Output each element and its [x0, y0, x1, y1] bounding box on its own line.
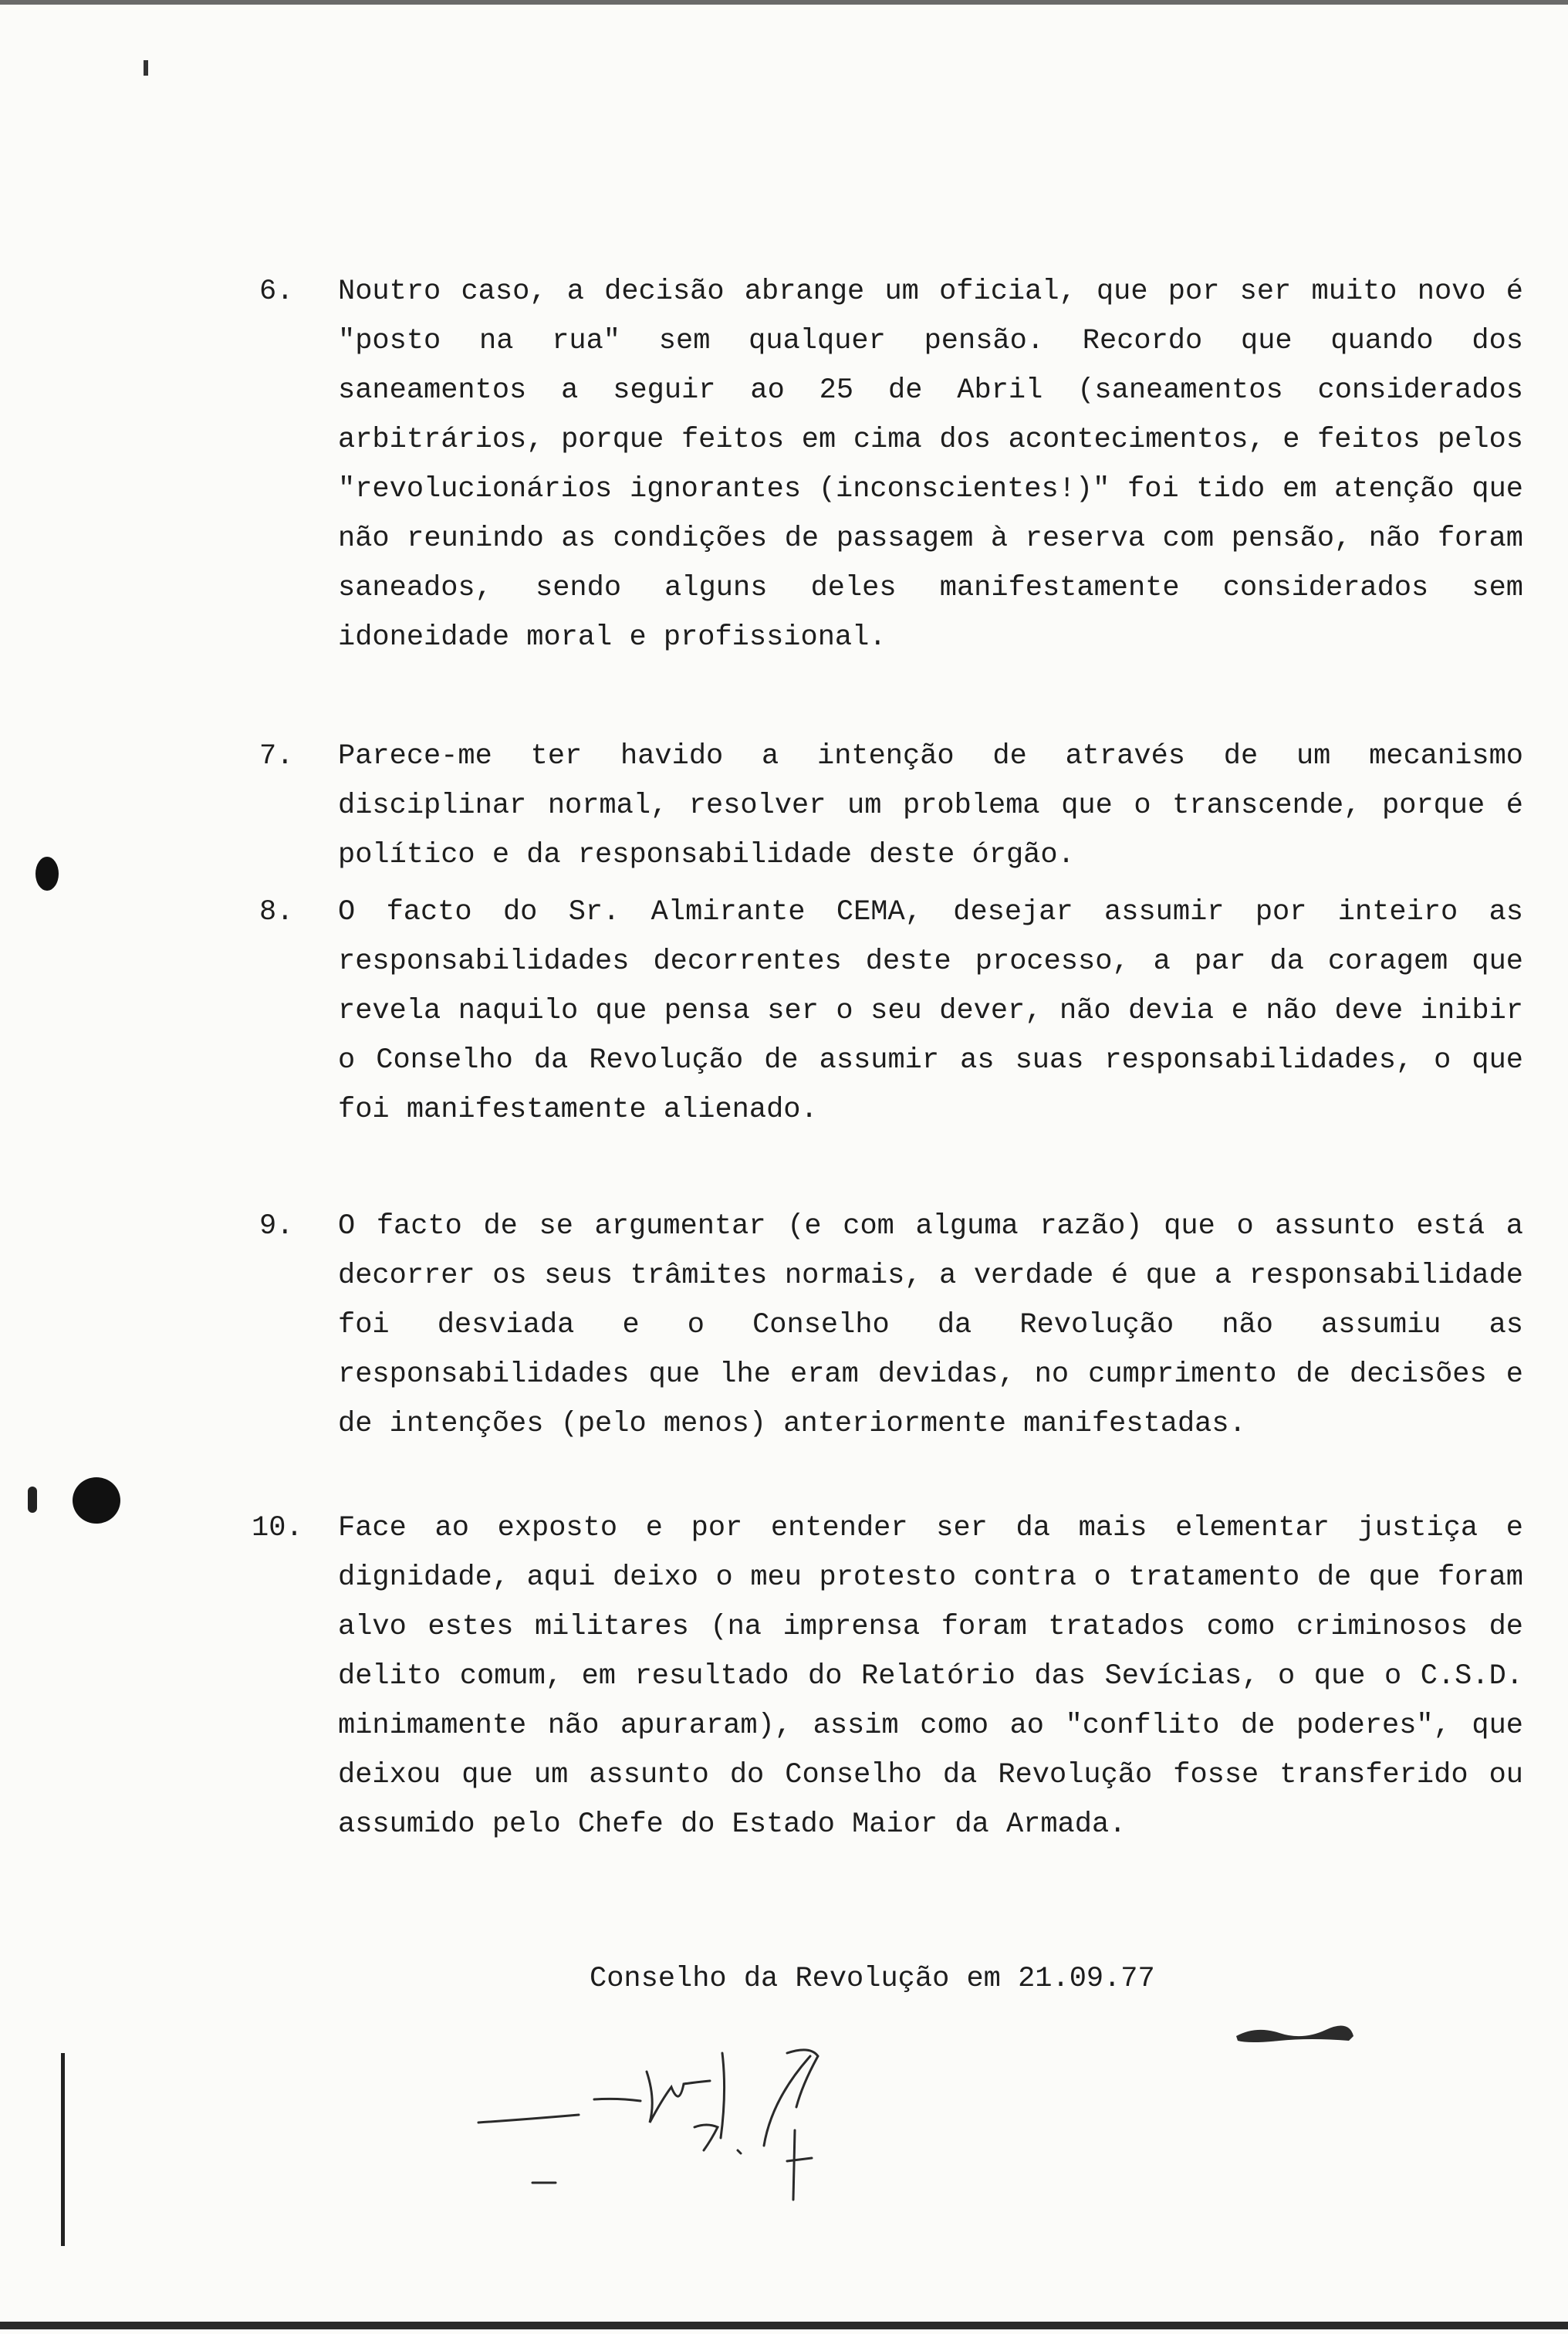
paragraph-6: [259, 267, 1541, 662]
paragraph-8: [259, 888, 1541, 1135]
ink-smudge: [1233, 2022, 1357, 2044]
punch-hole-icon: [73, 1477, 120, 1524]
punch-hole-icon: [35, 857, 59, 891]
paragraph-text: O facto de se argumentar (e com alguma razão) que o assunto está a decorrer os seus trâmites normais, a verdade é que a responsabilidade foi desviada e o Conselho da Revolução não assumiu as responsabilidades que lhe eram devidas, no cumprimento de decisões e de intenções (pelo menos) anteriormente manifestadas.: [338, 1210, 1541, 1440]
paragraph-number: 10.: [252, 1512, 303, 1544]
margin-line: [61, 2053, 65, 2246]
paragraph-text: Face ao exposto e por entender ser da mais elementar justiça e dignidade, aqui deixo o meu protesto contra o tratamento de que foram alvo estes militares (na imprensa foram tratados como criminosos de delito comum, em resultado do Relatório das Sevícias, o que o C.S.D. minimamente não apuraram), assim como ao "conflito de poderes", que deixou que um assunto do Conselho da Revolução fosse transferido ou assumido pelo Chefe do Estado Maior da Armada.: [338, 1512, 1541, 1841]
paragraph-text: Parece-me ter havido a intenção de através de um mecanismo disciplinar normal, resolver um problema que o transcende, porque é político e da responsabilidade deste órgão.: [338, 740, 1541, 871]
scan-mark: [144, 60, 148, 76]
paragraph-10: [252, 1504, 1541, 1849]
paragraph-number: 9.: [259, 1210, 294, 1243]
scan-mark: [28, 1487, 37, 1513]
paragraph-number: 7.: [259, 740, 294, 773]
paragraph-text: O facto do Sr. Almirante CEMA, desejar assumir por inteiro as responsabilidades decorrentes deste processo, a par da coragem que revela naquilo que pensa ser o seu dever, não devia e não deve inibir o Conselho da Revolução de assumir as suas responsabilidades, o que foi manifestamente alienado.: [338, 896, 1541, 1126]
paragraph-text: Noutro caso, a decisão abrange um oficial, que por ser muito novo é "posto na rua" sem qualquer pensão. Recordo que quando dos saneamentos a seguir ao 25 de Abril (saneamentos considerados arbitrários, porque feitos em cima dos acontecimentos, e feitos pelos "revolucionários ignorantes (inconscientes!)" foi tido em atenção que não reunindo as condições de passagem à reserva com pensão, não foram saneados, sendo alguns deles manifestamente considerados sem idoneidade moral e profissional.: [338, 276, 1541, 654]
paragraph-9: [259, 1202, 1541, 1449]
scan-bottom-edge: [0, 2322, 1568, 2329]
signoff-line: Conselho da Revolução em 21.09.77: [590, 1963, 1155, 1995]
handwritten-signature-icon: [463, 2007, 1157, 2238]
paragraph-number: 8.: [259, 896, 294, 929]
scan-top-edge: [0, 0, 1568, 5]
paragraph-7: [259, 732, 1541, 880]
paragraph-number: 6.: [259, 276, 294, 308]
